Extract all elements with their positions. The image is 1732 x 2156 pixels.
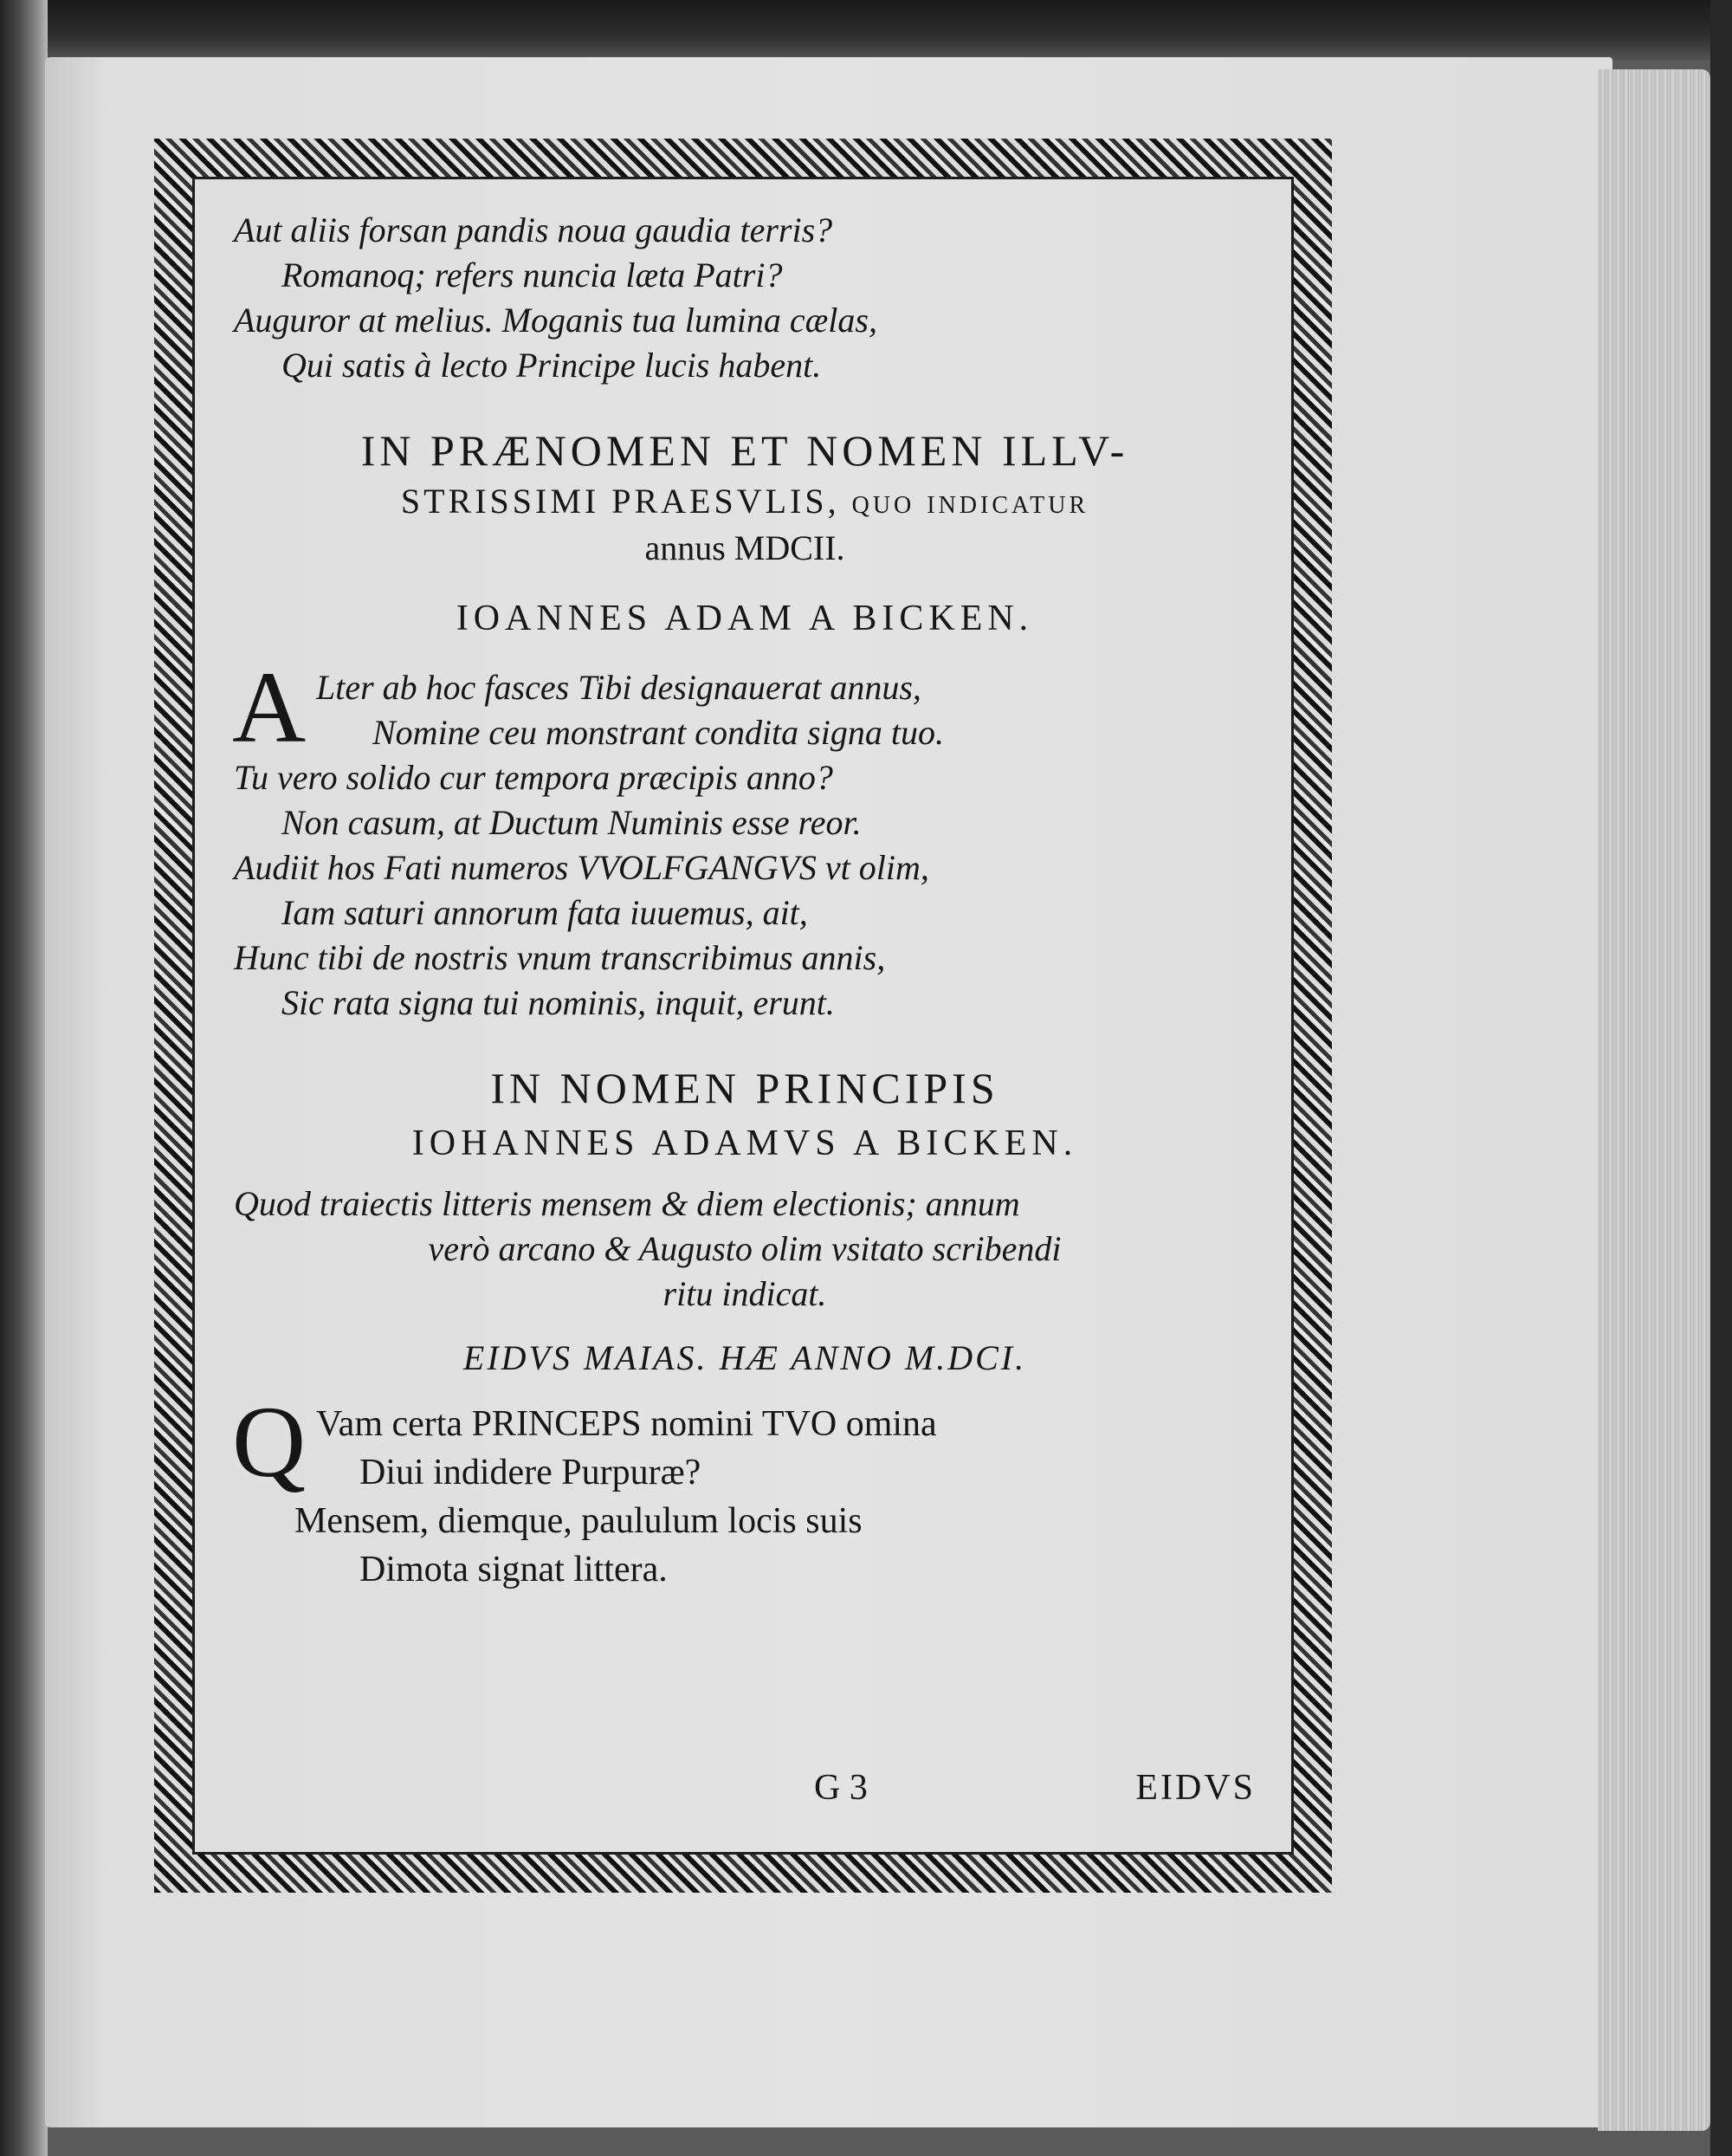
name-heading-2: IOHANNES ADAMVS A BICKEN. — [411, 1123, 1078, 1163]
verse-line: Diui indidere Purpuræ? — [359, 1453, 701, 1492]
verse-line: Iam saturi annorum fata iuuemus, ait, — [281, 893, 808, 932]
verse-3 — [232, 1385, 1256, 1594]
verse-line: Nomine ceu monstrant condita signa tuo. — [372, 713, 944, 752]
verse-line: Vam certa PRINCEPS nomini TVO omina — [316, 1404, 937, 1444]
verse-line: Hunc tibi de nostris vnum transcribimus annis, — [234, 938, 886, 977]
verse-2 — [232, 651, 1256, 1026]
date-line: EIDVS MAIAS. HÆ ANNO M.DCI. — [462, 1338, 1027, 1377]
verse-line: Tu vero solido cur tempora præcipis anno? — [234, 758, 833, 797]
verse-line: Romanoq; refers nuncia læta Patri? — [281, 256, 783, 295]
background-edge — [1710, 0, 1732, 2156]
verse-line: Mensem, diemque, paululum locis suis — [294, 1501, 863, 1541]
verse-line: Qui satis à lecto Principe lucis habent. — [281, 346, 822, 385]
heading-1-line-2: STRISSIMI PRAESVLIS, quo indicatur — [400, 482, 1089, 521]
heading-1-line-1: IN PRÆNOMEN ET NOMEN ILLV- — [360, 426, 1129, 475]
verse-line: Audiit hos Fati numeros VVOLFGANGVS vt olim, — [234, 848, 929, 887]
name-heading-1: IOANNES ADAM A BICKEN. — [456, 599, 1034, 638]
text-block — [234, 208, 1256, 1594]
heading-1-line-3: annus MDCII. — [644, 528, 845, 567]
prose-line: verò arcano & Augusto olim vsitato scribendi — [428, 1229, 1062, 1268]
signature-mark: G 3 — [814, 1768, 868, 1808]
book-gutter — [0, 0, 48, 2156]
book-shadow-top — [0, 0, 1732, 61]
prose-line: ritu indicat. — [662, 1274, 827, 1313]
heading-2: IN NOMEN PRINCIPIS — [490, 1064, 999, 1112]
verse-line: Lter ab hoc fasces Tibi designauerat annus, — [316, 668, 921, 707]
verse-line: Dimota signat littera. — [359, 1550, 668, 1589]
verse-line: Sic rata signa tui nominis, inquit, erunt. — [281, 983, 835, 1022]
page-edges — [1598, 69, 1710, 2131]
verse-line: Aut aliis forsan pandis noua gaudia terris? — [234, 210, 833, 249]
drop-cap: Q — [232, 1385, 307, 1499]
verse-line: Auguror at melius. Moganis tua lumina cælas, — [234, 301, 877, 340]
page-footer — [234, 1767, 1256, 1810]
catchword: EIDVS — [1135, 1768, 1256, 1808]
prose-line: Quod traiectis litteris mensem & diem electionis; annum — [234, 1184, 1020, 1223]
verse-line: Non casum, at Ductum Numinis esse reor. — [281, 803, 862, 842]
drop-cap: A — [232, 651, 307, 764]
